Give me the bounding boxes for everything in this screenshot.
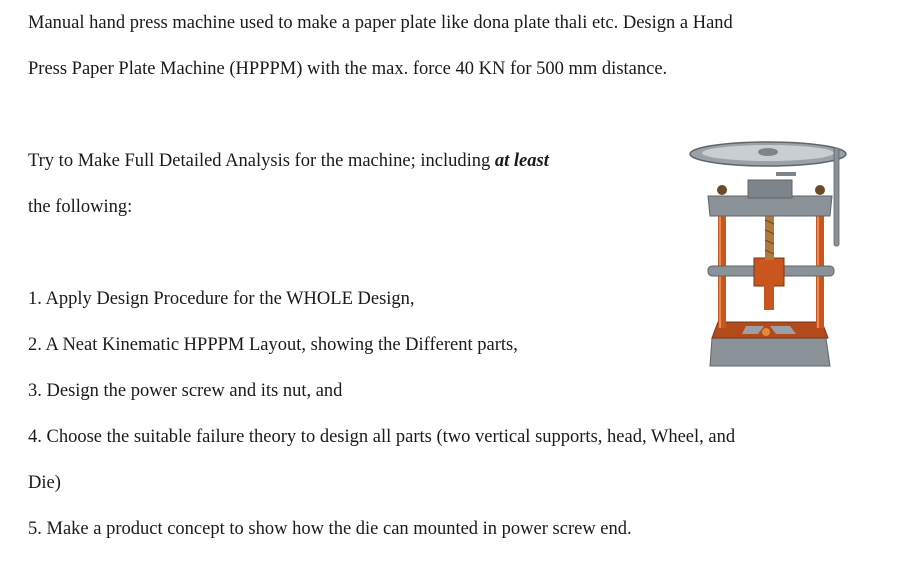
instruction-line-1 — [28, 149, 549, 173]
moving-crosshead — [708, 258, 834, 310]
press-base — [710, 322, 830, 366]
instruction-emphasis: at least — [494, 151, 549, 171]
task-item-3: 3. Design the power screw and its nut, and — [28, 381, 343, 401]
instruction-line-2: the following: — [28, 197, 133, 217]
task-item-5: 5. Make a product concept to show how the die can mounted in power screw end. — [28, 519, 632, 539]
task-item-1: 1. Apply Design Procedure for the WHOLE Design, — [28, 289, 415, 309]
task-item-4-continued: Die) — [28, 473, 61, 493]
task-item-2: 2. A Neat Kinematic HPPPM Layout, showing the Different parts, — [28, 335, 518, 355]
instruction-prefix: Try to Make Full Detailed Analysis for the machine; including — [28, 151, 495, 171]
hand-press-machine-image — [688, 140, 848, 376]
intro-line-1: Manual hand press machine used to make a paper plate like dona plate thali etc. Design a Hand — [28, 13, 733, 33]
intro-line-2: Press Paper Plate Machine (HPPPM) with the max. force 40 KN for 500 mm distance. — [28, 59, 668, 79]
press-head — [708, 180, 832, 216]
task-item-4: 4. Choose the suitable failure theory to design all parts (two vertical supports, head, Wheel, and — [28, 427, 736, 447]
